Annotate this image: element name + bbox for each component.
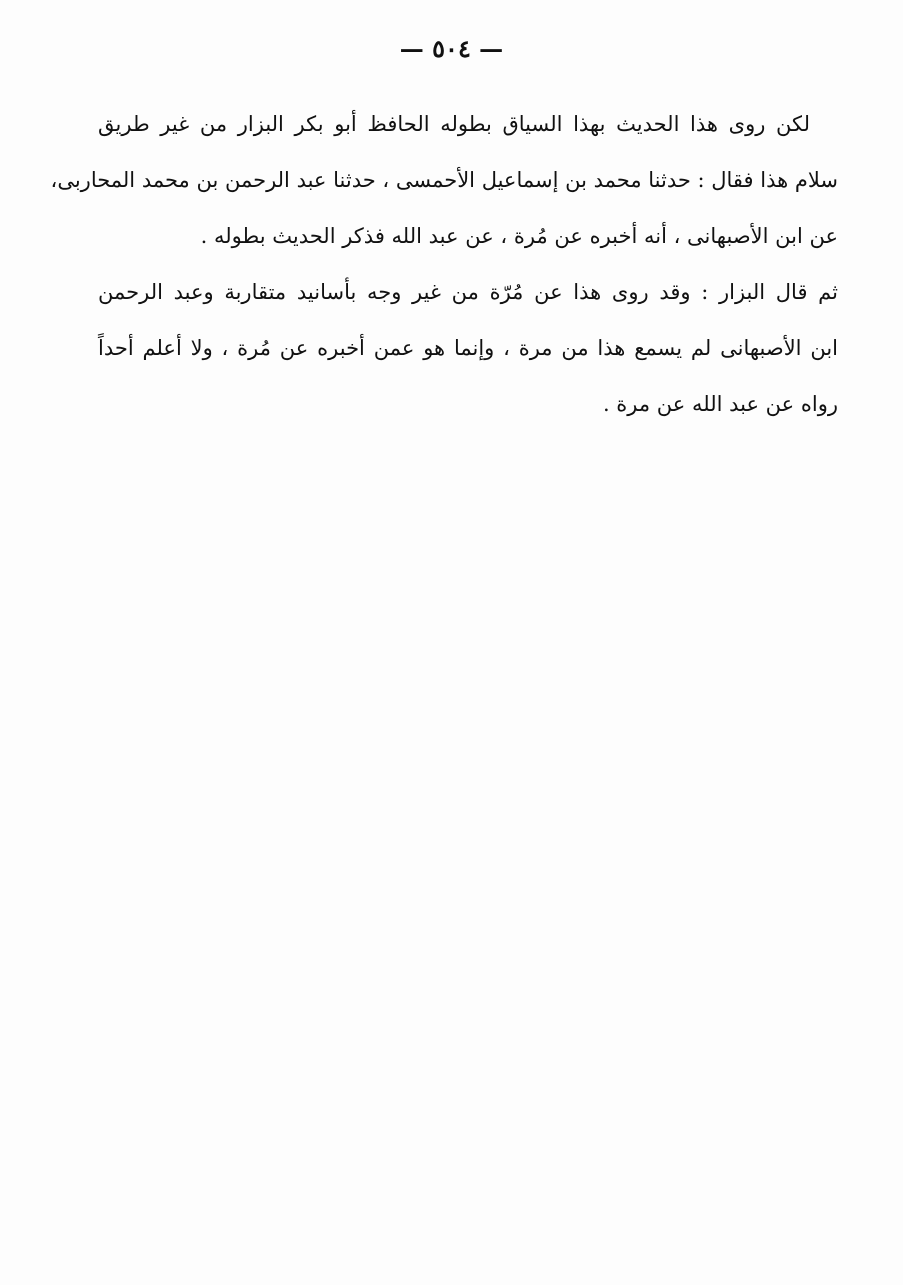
paragraph-2-line-1: ثم قال البزار : وقد روى هذا عن مُرّة من غير وجه بأسانيد متقاربة وعبد الرحمن	[98, 280, 838, 304]
paragraph-1-line-1: لكن روى هذا الحديث بهذا السياق بطوله الحافظ أبو بكر البزار من غير طريق	[98, 112, 810, 136]
page-number: — ٥٠٤ —	[399, 34, 504, 63]
paragraph-1-line-3: عن ابن الأصبهانى ، أنه أخبره عن مُرة ، عن عبد الله فذكر الحديث بطوله .	[200, 224, 838, 248]
paragraph-2-line-3: رواه عن عبد الله عن مرة .	[602, 392, 838, 416]
paragraph-2-line-2: ابن الأصبهانى لم يسمع هذا من مرة ، وإنما هو عمن أخبره عن مُرة ، ولا أعلم أحداً	[98, 336, 838, 360]
body-text	[50, 96, 838, 432]
paragraph-1-line-2: سلام هذا فقال : حدثنا محمد بن إسماعيل الأحمسى ، حدثنا عبد الرحمن بن محمد المحاربى،	[50, 168, 838, 192]
